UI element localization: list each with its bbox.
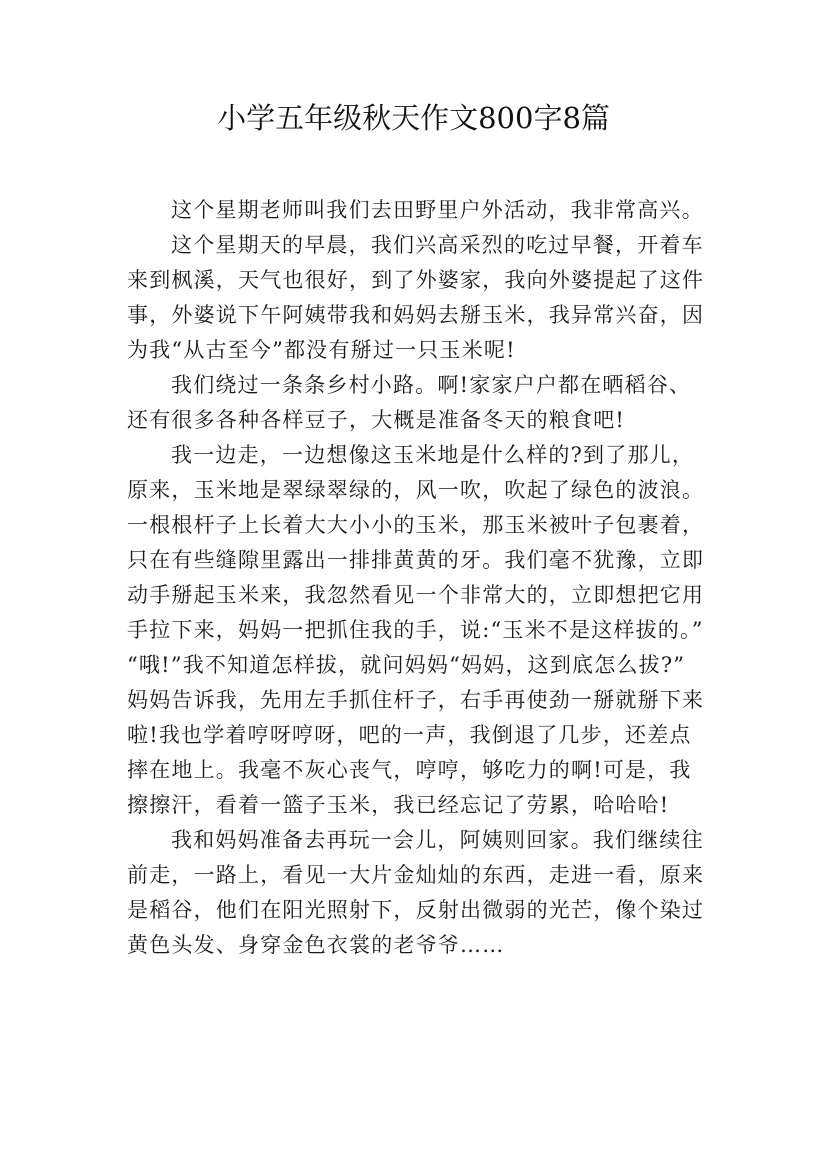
text-line: 原来，玉米地是翠绿翠绿的，风一吹，吹起了绿色的波浪。: [127, 478, 705, 502]
text-line: 我一边走，一边想像这玉米地是什么样的?到了那儿，: [171, 443, 695, 467]
text-line: 这个星期天的早晨，我们兴高采烈的吃过早餐，开着车: [171, 233, 704, 257]
text-line: 摔在地上。我毫不灰心丧气，哼哼，够吃力的啊!可是，我: [127, 758, 692, 782]
text-line: 啦!我也学着哼呀哼呀，吧的一声，我倒退了几步，还差点: [127, 723, 692, 747]
text-line: 是稻谷，他们在阳光照射下，反射出微弱的光芒，像个染过: [127, 898, 705, 922]
text-line: 我和妈妈准备去再玩一会儿，阿姨则回家。我们继续往: [171, 828, 704, 852]
text-line: 妈妈告诉我，先用左手抓住杆子，右手再使劲一掰就掰下来: [127, 688, 705, 712]
text-line: 这个星期老师叫我们去田野里户外活动，我非常高兴。: [171, 198, 704, 222]
essay-body: [127, 193, 727, 963]
text-line: 擦擦汗，看着一篮子玉米，我已经忘记了劳累，哈哈哈!: [127, 793, 670, 817]
text-line: 我们绕过一条条乡村小路。啊!家家户户都在晒稻谷、: [171, 373, 692, 397]
text-line: 手拉下来，妈妈一把抓住我的手，说:“玉米不是这样拔的。”: [127, 618, 704, 642]
text-line: 还有很多各种各样豆子，大概是准备冬天的粮食吧!: [127, 408, 626, 432]
text-line: 为我“从古至今”都没有掰过一只玉米呢!: [127, 338, 516, 362]
text-line: 一根根杆子上长着大大小小的玉米，那玉米被叶子包裹着，: [127, 513, 705, 537]
text-line: 只在有些缝隙里露出一排排黄黄的牙。我们毫不犹豫，立即: [127, 548, 705, 572]
text-line: 黄色头发、身穿金色衣裳的老爷爷……: [127, 933, 505, 957]
text-line: 来到枫溪，天气也很好，到了外婆家，我向外婆提起了这件: [127, 268, 705, 292]
text-line: 事，外婆说下午阿姨带我和妈妈去掰玉米，我异常兴奋，因: [127, 303, 705, 327]
text-line: 前走，一路上，看见一大片金灿灿的东西，走进一看，原来: [127, 863, 705, 887]
text-line: “哦!”我不知道怎样拔，就问妈妈“妈妈，这到底怎么拔?”: [127, 653, 686, 677]
text-line: 动手掰起玉米来，我忽然看见一个非常大的，立即想把它用: [127, 583, 705, 607]
document-title: 小学五年级秋天作文800字8篇: [217, 101, 610, 135]
